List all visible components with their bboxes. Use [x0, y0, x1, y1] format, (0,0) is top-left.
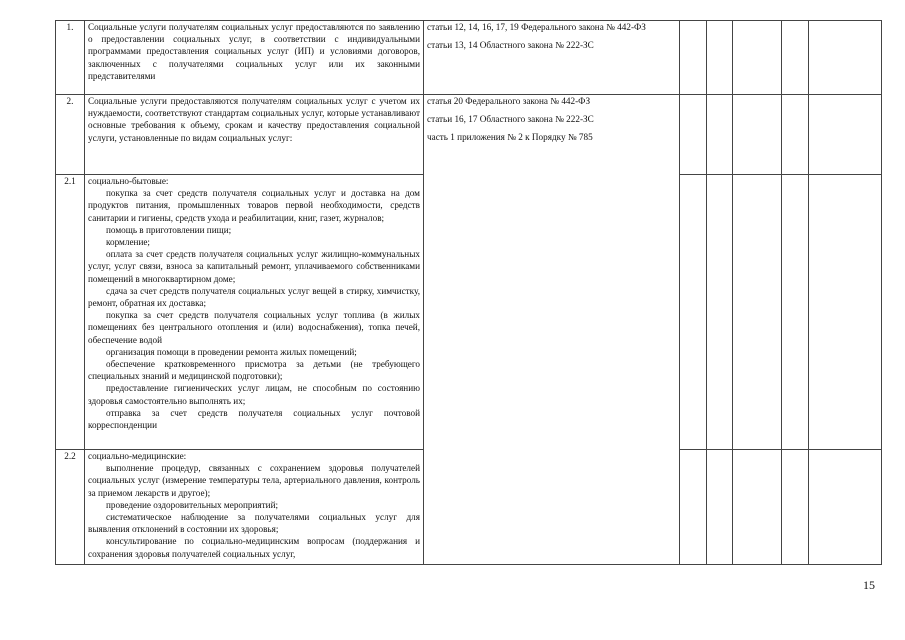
empty-cell: [680, 175, 707, 450]
empty-cell: [680, 450, 707, 565]
row-description: Социальные услуги предоставляются получателям социальных услуг с учетом их нуждаемости, соответствуют стандартам социальных услуг, которые устанавливают основные требования к объему, срокам и качеству предоставления социальной услуги, установленные по видам социальных услуг:: [85, 95, 424, 175]
row-number: 2.: [56, 95, 85, 175]
row-number: 2.1: [56, 175, 85, 450]
empty-cell: [680, 21, 707, 95]
row-number: 2.2: [56, 450, 85, 565]
compliance-table: [55, 20, 882, 565]
row-description: социально-медицинские: выполнение процедур, связанных с сохранением здоровья получателей социальных услуг (измерение температуры тела, артериального давления, контроль за приемом лекарств и другое); проведение оздоровительных мероприятий; систематическое наблюдение за получателями социальных услуг для выявления отклонений в состоянии их здоровья; консультирование по социально-медицинским вопросам (поддержания и сохранения здоровья получателей социальных услуг,: [85, 450, 424, 565]
empty-cell: [809, 21, 882, 95]
empty-cell: [809, 450, 882, 565]
empty-cell: [733, 175, 782, 450]
empty-cell: [707, 175, 733, 450]
empty-cell: [733, 95, 782, 175]
empty-cell: [680, 95, 707, 175]
empty-cell: [733, 450, 782, 565]
page-number: 15: [863, 578, 875, 592]
row-references: статьи 12, 14, 16, 17, 19 Федерального закона № 442-ФЗ статьи 13, 14 Областного закона № 222-ЗС: [424, 21, 680, 95]
empty-cell: [782, 21, 809, 95]
empty-cell: [809, 175, 882, 450]
row-description: Социальные услуги получателям социальных услуг предоставляются по заявлению о предоставлении социальных услуг, в соответствии с индивидуальными программами предоставления социальных услуг (ИП) и условиями договоров, заключенных с получателями социальных услуг или их законными представителями: [85, 21, 424, 95]
empty-cell: [782, 95, 809, 175]
empty-cell: [733, 21, 782, 95]
empty-cell: [707, 95, 733, 175]
table-row: [56, 21, 882, 95]
row-references: статья 20 Федерального закона № 442-ФЗ статьи 16, 17 Областного закона № 222-ЗС часть 1 приложения № 2 к Порядку № 785: [424, 95, 680, 565]
empty-cell: [782, 175, 809, 450]
table-row: [56, 95, 882, 175]
empty-cell: [809, 95, 882, 175]
empty-cell: [707, 450, 733, 565]
empty-cell: [707, 21, 733, 95]
empty-cell: [782, 450, 809, 565]
row-description: социально-бытовые: покупка за счет средств получателя социальных услуг и доставка на дом продуктов питания, промышленных товаров первой необходимости, средств санитарии и гигиены, средств ухода и реабилитации, книг, газет, журналов; помощь в приготовлении пищи; кормление; оплата за счет средств получателя социальных услуг жилищно-коммунальных услуг, услуг связи, взноса за капитальный ремонт, уплачиваемого собственниками помещений в многоквартирном доме; сдача за счет средств получателя социальных услуг вещей в стирку, химчистку, ремонт, обратная их доставка; покупка за счет средств получателя социальных услуг топлива (в жилых помещениях без центрального отопления и (или) водоснабжения), топка печей, обеспечение водой организация помощи в проведении ремонта жилых помещений; обеспечение кратковременного присмотра за детьми (не требующего специальных знаний и медицинской подготовки); предоставление гигиенических услуг лицам, не способным по состоянию здоровья самостоятельно выполнять их; отправка за счет средств получателя социальных услуг почтовой корреспонденции: [85, 175, 424, 450]
row-number: 1.: [56, 21, 85, 95]
